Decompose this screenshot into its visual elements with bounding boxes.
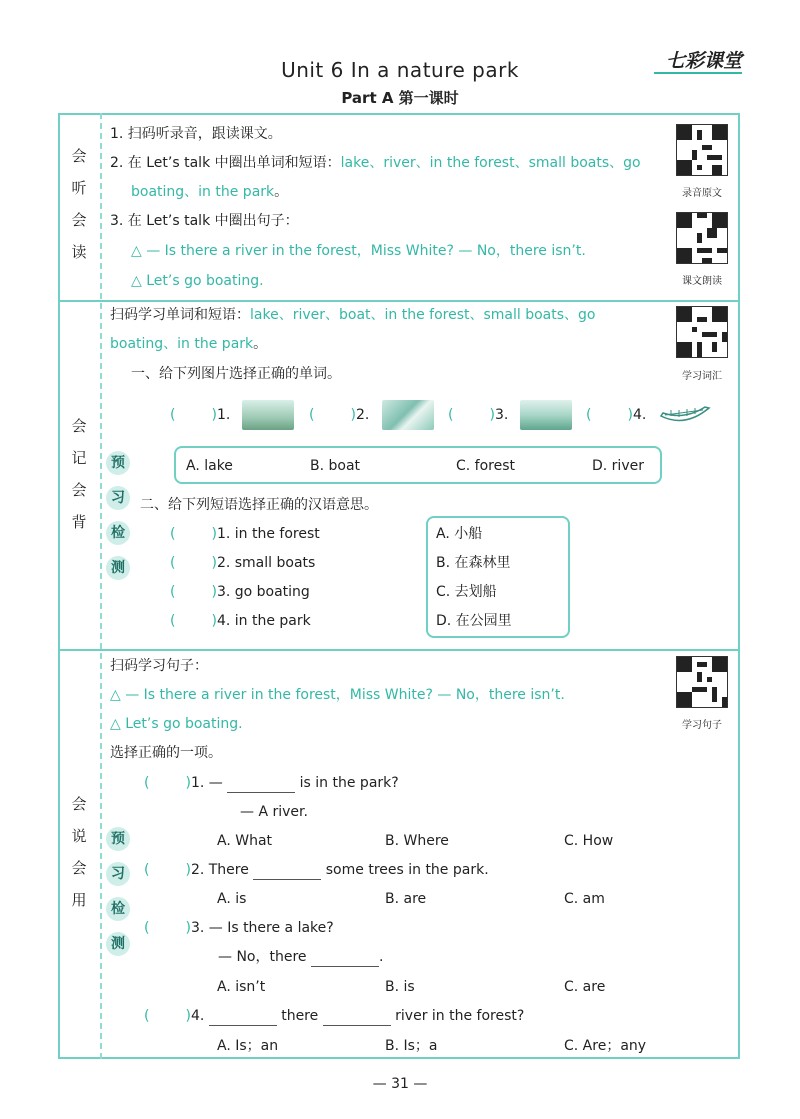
- listen-instruction-2-cont: boating、in the park。: [131, 184, 289, 200]
- option[interactable]: C. am: [564, 891, 605, 907]
- target-sentence-2: △ Let’s go boating.: [110, 716, 243, 732]
- option[interactable]: B. are: [385, 891, 427, 907]
- target-sentence-1: △ — Is there a river in the forest，Miss White? — No，there isn’t.: [110, 687, 565, 703]
- question-2: ( )2. There some trees in the park.: [144, 862, 489, 878]
- badge-check: 检: [106, 521, 130, 545]
- answer-blank[interactable]: [311, 950, 379, 967]
- speak-instruction: 选择正确的一项。: [110, 745, 222, 761]
- river-picture: [382, 400, 434, 430]
- badge-preview: 预: [106, 451, 130, 475]
- qr-caption: 课文朗读: [682, 276, 722, 287]
- answer-blank[interactable]: [227, 776, 295, 793]
- badge-check: 检: [106, 897, 130, 921]
- word-options-box: [174, 446, 662, 484]
- unit-title: Unit 6 In a nature park: [281, 58, 519, 82]
- memorize-intro-cont: boating、in the park。: [110, 336, 268, 352]
- brand-underline: [654, 72, 742, 74]
- word-option-b: B. boat: [310, 458, 361, 474]
- meaning-option: D. 在公园里: [436, 613, 512, 629]
- speak-intro: 扫码学习句子：: [110, 658, 208, 674]
- forest-picture: [242, 400, 294, 430]
- question-1: ( )1. — is in the park?: [144, 775, 399, 791]
- phrase-item: ( )3. go boating: [170, 584, 310, 600]
- option[interactable]: B. Where: [385, 833, 449, 849]
- word-option-a: A. lake: [186, 458, 233, 474]
- option[interactable]: B. is: [385, 979, 415, 995]
- option[interactable]: A. isn’t: [217, 979, 266, 995]
- picture-item-2: ( )2.: [309, 407, 370, 423]
- listen-instruction-2: 2. 在 Let’s talk 中圈出单词和短语：lake、river、in the forest、small boats、go: [110, 155, 641, 171]
- section-divider: [58, 649, 740, 651]
- qr-code-icon[interactable]: [676, 306, 728, 358]
- qr-code-icon[interactable]: [676, 656, 728, 708]
- brand-logo: 七彩课堂: [665, 50, 742, 72]
- phrase-item: ( )4. in the park: [170, 613, 311, 629]
- listen-instruction-3: 3. 在 Let’s talk 中圈出句子：: [110, 213, 299, 229]
- target-sentence-1: △ — Is there a river in the forest，Miss White? — No，there isn’t.: [131, 243, 586, 259]
- answer-blank[interactable]: [253, 863, 321, 880]
- option[interactable]: A. is: [217, 891, 247, 907]
- phrase-item: ( )1. in the forest: [170, 526, 320, 542]
- question-3-reply: — No，there .: [218, 949, 384, 965]
- word-option-c: C. forest: [456, 458, 516, 474]
- exercise-part1-title: 一、给下列图片选择正确的单词。: [131, 366, 341, 382]
- answer-blank[interactable]: [209, 1009, 277, 1026]
- word-option-d: D. river: [592, 458, 644, 474]
- picture-item-4: ( )4.: [586, 407, 647, 423]
- page-number: — 31 —: [372, 1076, 428, 1092]
- side-label-memorize: 会 记 会 背: [71, 417, 87, 531]
- picture-item-3: ( )3.: [448, 407, 509, 423]
- side-label-listen: 会 听 会 读: [71, 147, 87, 261]
- option[interactable]: B. Is；a: [385, 1038, 438, 1054]
- option[interactable]: C. How: [564, 833, 614, 849]
- exercise-part2-title: 二、给下列短语选择正确的汉语意思。: [140, 497, 378, 513]
- qr-code-icon[interactable]: [676, 212, 728, 264]
- side-divider: [100, 113, 102, 1059]
- boat-picture: [657, 398, 713, 428]
- meaning-option: B. 在森林里: [436, 555, 511, 571]
- question-4: ( )4. there river in the forest?: [144, 1008, 525, 1024]
- phrase-item: ( )2. small boats: [170, 555, 316, 571]
- badge-practice: 习: [106, 486, 130, 510]
- option[interactable]: C. are: [564, 979, 606, 995]
- badge-preview: 预: [106, 827, 130, 851]
- section-divider: [58, 300, 740, 302]
- question-1-reply: — A river.: [240, 804, 308, 820]
- badge-test: 测: [106, 556, 130, 580]
- badge-practice: 习: [106, 862, 130, 886]
- badge-test: 测: [106, 932, 130, 956]
- listen-instruction-1: 1. 扫码听录音，跟读课文。: [110, 126, 282, 142]
- lesson-subtitle: Part A 第一课时: [341, 89, 459, 107]
- picture-item-1: ( )1.: [170, 407, 231, 423]
- qr-caption: 录音原文: [682, 188, 722, 199]
- memorize-intro: 扫码学习单词和短语：lake、river、boat、in the forest、small boats、go: [110, 307, 596, 323]
- side-label-speak: 会 说 会 用: [71, 795, 87, 909]
- qr-code-icon[interactable]: [676, 124, 728, 176]
- option[interactable]: C. Are；any: [564, 1038, 647, 1054]
- question-3: ( )3. — Is there a lake?: [144, 920, 334, 936]
- option[interactable]: A. Is；an: [217, 1038, 279, 1054]
- qr-caption: 学习词汇: [682, 371, 722, 382]
- answer-blank[interactable]: [323, 1009, 391, 1026]
- meaning-option: A. 小船: [436, 526, 483, 542]
- lake-picture: [520, 400, 572, 430]
- target-sentence-2: △ Let’s go boating.: [131, 273, 264, 289]
- meaning-option: C. 去划船: [436, 584, 497, 600]
- qr-caption: 学习句子: [682, 720, 722, 731]
- option[interactable]: A. What: [217, 833, 273, 849]
